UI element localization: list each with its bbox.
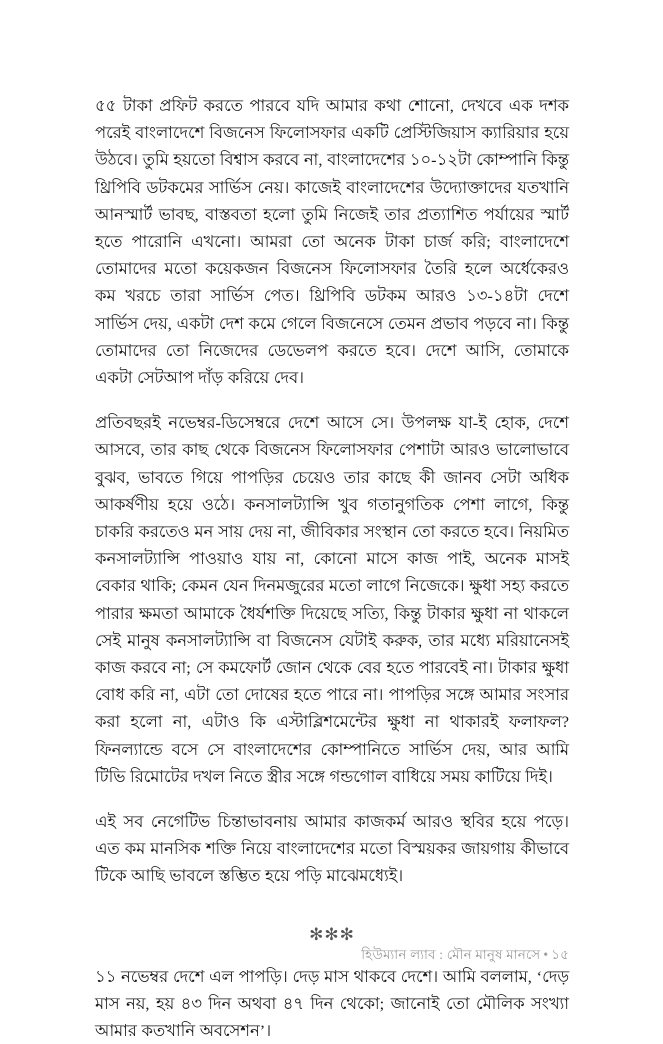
body-paragraph-2: প্রতিবছরই নভেম্বর-ডিসেম্বরে দেশে আসে সে। উপলক্ষ যা-ই হোক, দেশে আসবে, তার কাছ থেকে বিজনেস ফিলোসফার পেশাটা আরও ভালোভাবে বুঝব, ভাবতে গিয়ে পাপড়ির চেয়েও তার কাছে কী জানব সেটা অধিক আকর্ষণীয় হয়ে ওঠে। কনসালট্যান্সি খুব গতানুগতিক পেশা লাগে, কিন্তু চাকরি করতেও মন সায় দেয় না, জীবিকার সংস্থান তো করতে হবে। নিয়মিত কনসালট্যান্সি পাওয়াও যায় না, কোনো মাসে কাজ পাই, অনেক মাসই বেকার থাকি; কেমন যেন দিনমজুরের মতো লাগে নিজেকে। ক্ষুধা সহ্য করতে পারার ক্ষমতা আমাকে ধৈর্যশক্তি দিয়েছে সত্যি, কিন্তু টাকার ক্ষুধা না থাকলে সেই মানুষ কনসালট্যান্সি বা বিজনেস যেটাই করুক, তার মধ্যে মরিয়ানেসই কাজ করবে না; সে কমফোর্ট জোন থেকে বের হতে পারবেই না। টাকার ক্ষুধা বোধ করি না, এটা তো দোষের হতে পারে না। পাপড়ির সঙ্গে আমার সংসার করা হলো না, এটাও কি এস্টাব্লিশমেন্টের ক্ষুধা না থাকারই ফলাফল? ফিনল্যান্ডে বসে সে বাংলাদেশের কোম্পানিতে সার্ভিস দেয়, আর আমি টিভি রিমোটের দখল নিতে স্ত্রীর সঙ্গে গন্ডগোল বাধিয়ে সময় কাটিয়ে দিই। <box>95 413 569 786</box>
body-paragraph-3: এই সব নেগেটিভ চিন্তাভাবনায় আমার কাজকর্ম আরও স্থবির হয়ে পড়ে। এত কম মানসিক শক্তি নিয়ে বাংলাদেশের মতো বিস্ময়কর জায়গায় কীভাবে টিকে আছি ভাবলে স্তম্ভিত হয়ে পড়ি মাঝেমধ্যেই। <box>95 812 569 886</box>
footer-book-title: হিউম্যান ল্যাব : মৌন মানুষ মানসে <box>361 947 541 962</box>
body-paragraph-4: ১১ নভেম্বর দেশে এল পাপড়ি। দেড় মাস থাকবে দেশে। আমি বললাম, ‘দেড় মাস নয়, হয় ৪৩ দিন অথবা ৪৭ দিন থেকো; জানোই তো মৌলিক সংখ্যা আমার কতখানি অবসেশন’। <box>95 966 569 1041</box>
footer-page-number: ১৫ <box>551 947 569 962</box>
page-footer <box>95 945 569 965</box>
text-column <box>95 92 569 1044</box>
footer-bullet: • <box>543 947 549 962</box>
body-paragraph-1: ৫৫ টাকা প্রফিট করতে পারবে যদি আমার কথা শোনো, দেখবে এক দশক পরেই বাংলাদেশে বিজনেস ফিলোসফার একটি প্রেস্টিজিয়াস ক্যারিয়ার হয়ে উঠবে। তুমি হয়তো বিশ্বাস করবে না, বাংলাদেশের ১০-১২টা কোম্পানি কিন্তু থ্রিপিবি ডটকমের সার্ভিস নেয়। কাজেই বাংলাদেশের উদ্যোক্তাদের যতখানি আনস্মার্ট ভাবছ, বাস্তবতা হলো তুমি নিজেই তার প্রত্যাশিত পর্যায়ের স্মার্ট হতে পারোনি এখনো। আমরা তো অনেক টাকা চার্জ করি; বাংলাদেশে তোমাদের মতো কয়েকজন বিজনেস ফিলোসফার তৈরি হলে অর্ধেকেরও কম খরচে তারা সার্ভিস পেত। থ্রিপিবি ডটকম আরও ১৩-১৪টা দেশে সার্ভিস দেয়, একটা দেশ কমে গেলে বিজনেসে তেমন প্রভাব পড়বে না। কিন্তু তোমাদের তো নিজেদের ডেভেলপ করতে হবে। দেশে আসি, তোমাকে একটা সেটআপ দাঁড় করিয়ে দেব। <box>95 96 569 388</box>
divider-spacer-top <box>95 908 569 922</box>
section-divider: ✻✻✻ <box>309 924 355 945</box>
